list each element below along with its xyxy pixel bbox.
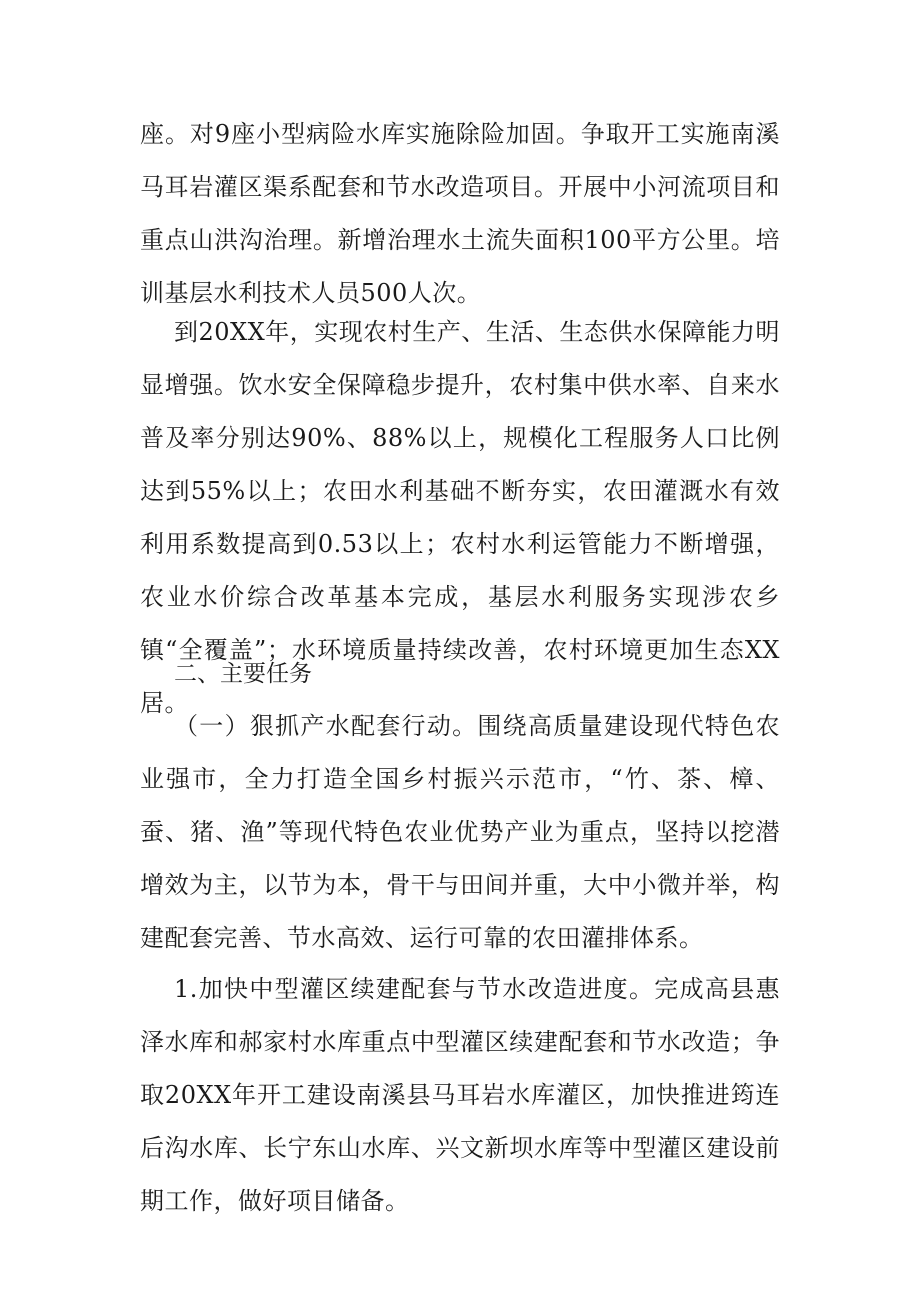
paragraph-water-supply-action: （一）狠抓产水配套行动。围绕高质量建设现代特色农业强市，全力打造全国乡村振兴示范市，“竹、茶、樟、蚕、猪、渔”等现代特色农业优势产业为重点，坚持以挖潜增效为主，以节为本，骨干与田间并重，大中小微并举，构建配套完善、节水高效、运行可靠的农田灌排体系。: [140, 712, 780, 952]
paragraph-irrigation-district-renovation: 1.加快中型灌区续建配套与节水改造进度。完成高县惠泽水库和郝家村水库重点中型灌区续建配套和节水改造；争取20XX年开工建设南溪县马耳岩水库灌区，加快推进筠连后沟水库、长宁东山水库、兴文新坝水库等中型灌区建设前期工作，做好项目储备。: [140, 975, 780, 1215]
section-heading-main-tasks: 二、主要任务: [174, 661, 312, 687]
paragraph-20xx-goals: 到20XX年，实现农村生产、生活、生态供水保障能力明显增强。饮水安全保障稳步提升，农村集中供水率、自来水普及率分别达90%、88%以上，规模化工程服务人口比例达到55%以上；农田水利基础不断夯实，农田灌溉水有效利用系数提高到0.53以上；农村水利运管能力不断增强，农业水价综合改革基本完成，基层水利服务实现涉农乡镇“全覆盖”；水环境质量持续改善，农村环境更加生态XX居。: [140, 318, 780, 717]
paragraph-reservoir-targets: 座。对9座小型病险水库实施除险加固。争取开工实施南溪马耳岩灌区渠系配套和节水改造项目。开展中小河流项目和重点山洪沟治理。新增治理水土流失面积100平方公里。培训基层水利技术人员500人次。: [140, 120, 780, 307]
